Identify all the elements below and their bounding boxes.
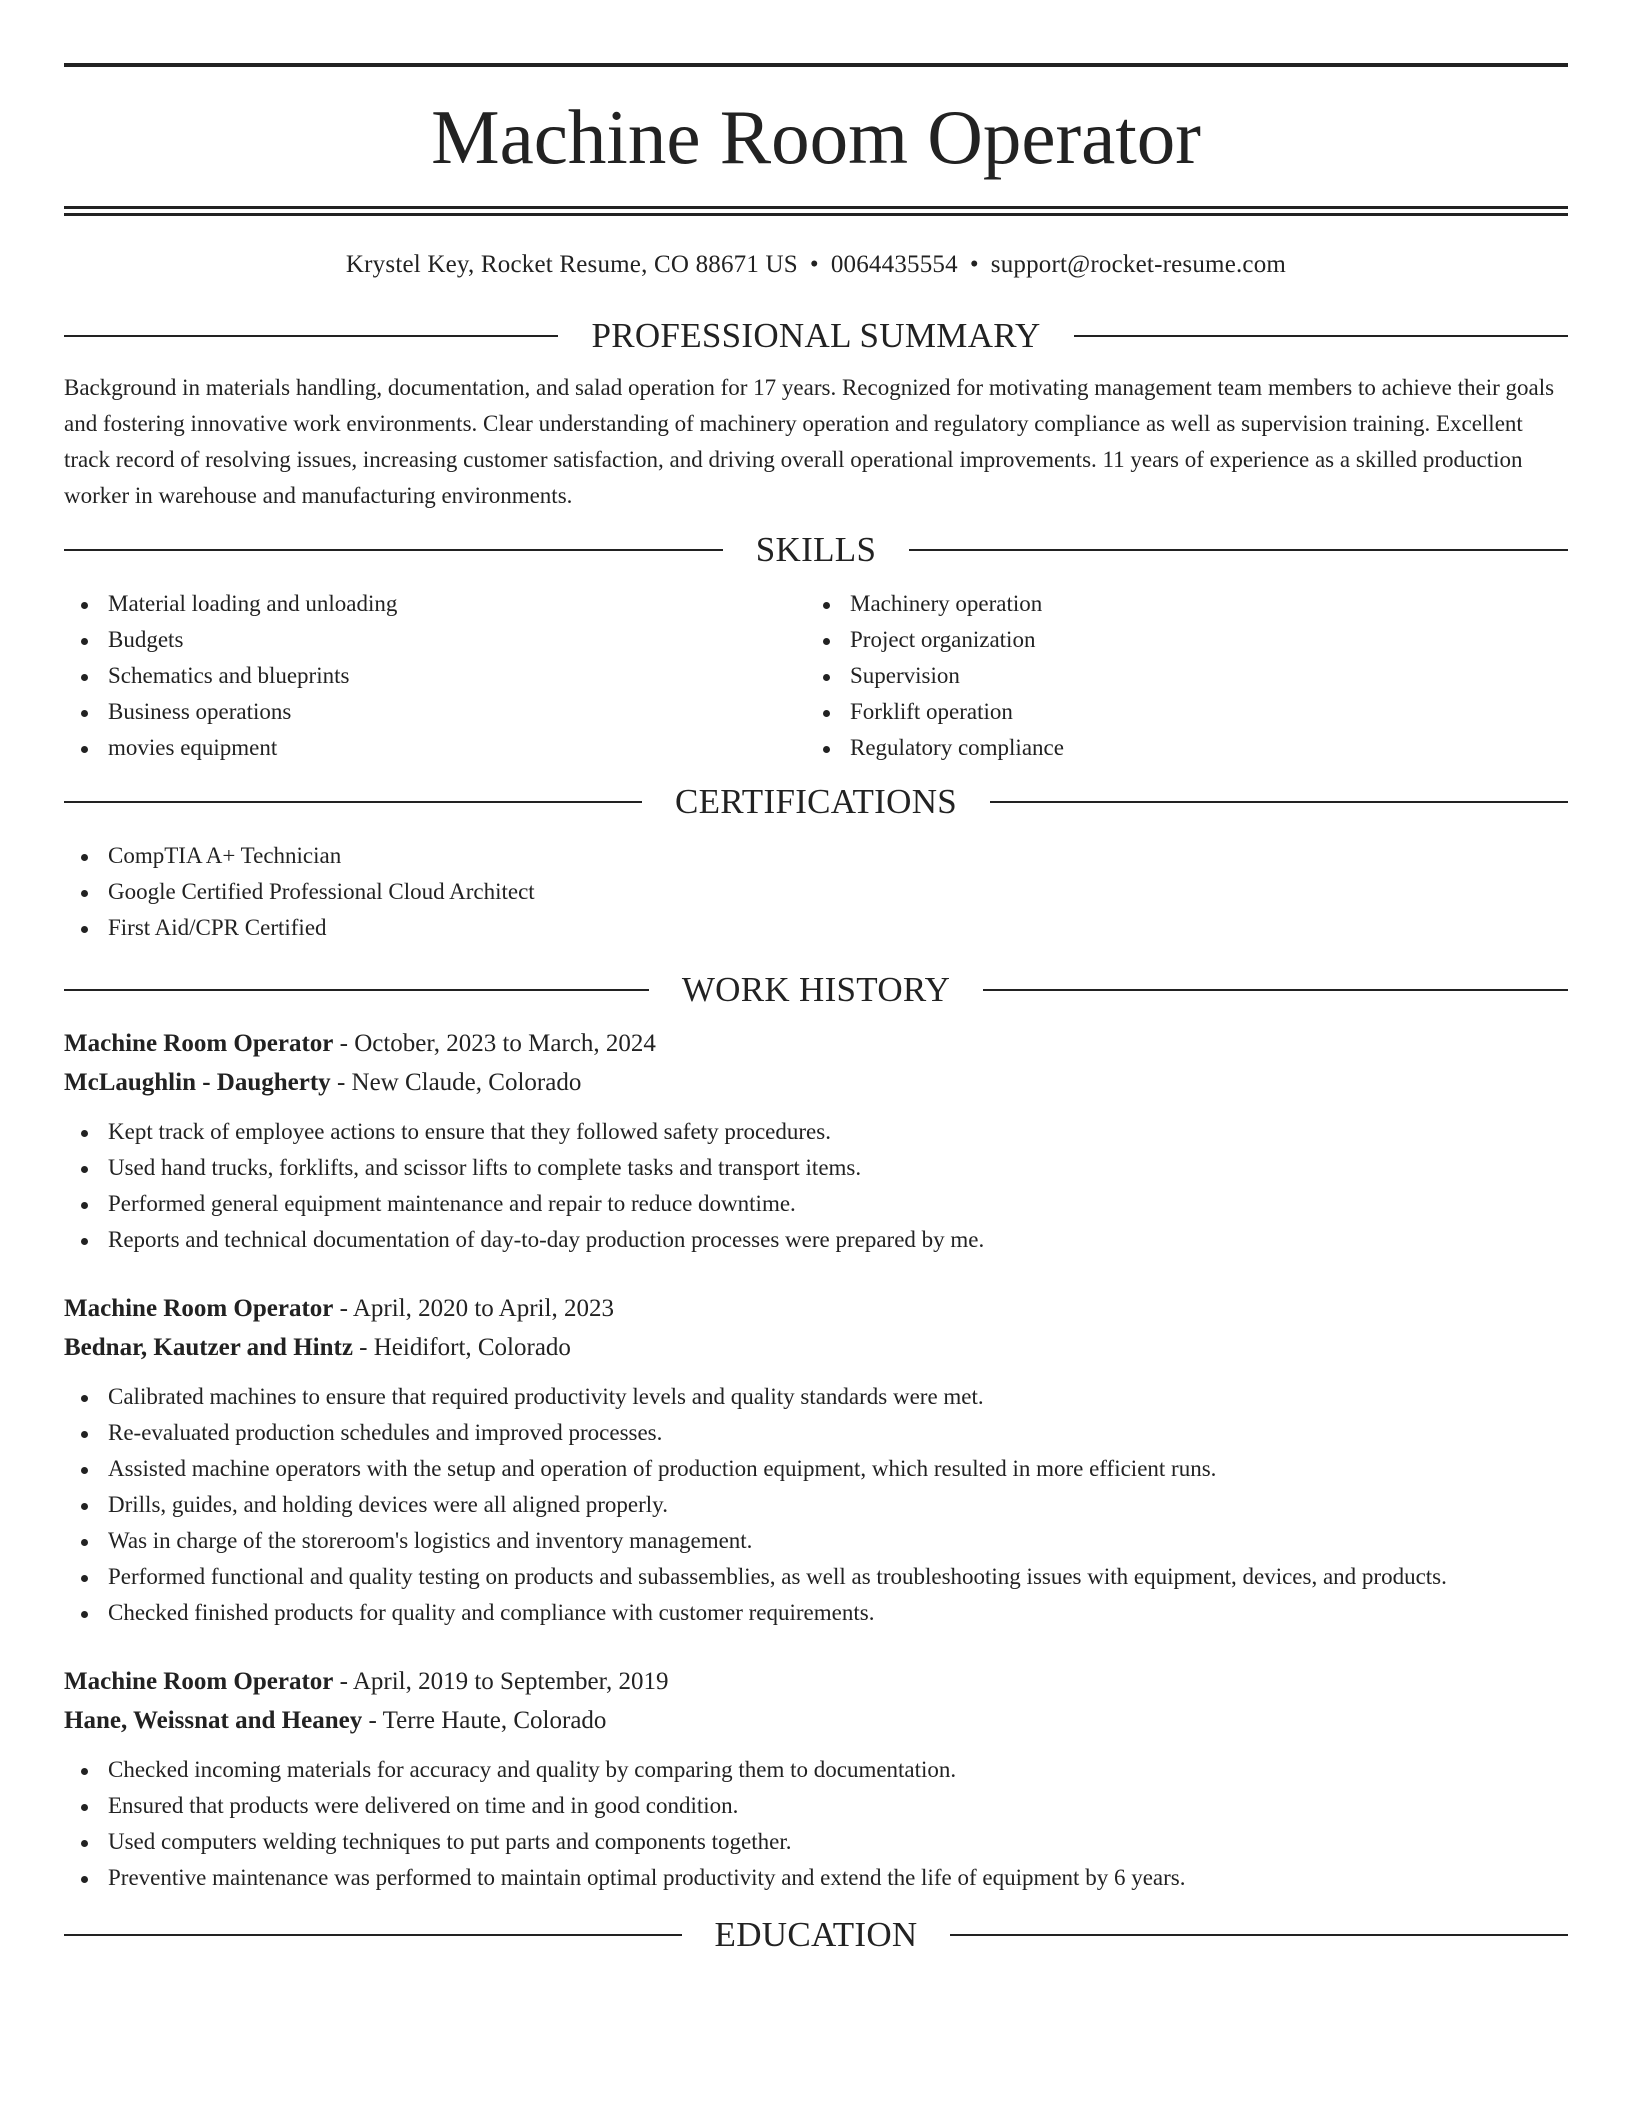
job-entry: [64, 1289, 1568, 1631]
skill-item: Budgets: [64, 622, 806, 658]
job-bullet: Used hand trucks, forklifts, and scissor lifts to complete tasks and transport items.: [64, 1150, 1568, 1186]
job-bullet: Used computers welding techniques to put parts and components together.: [64, 1824, 1568, 1860]
job-bullet: Ensured that products were delivered on time and in good condition.: [64, 1788, 1568, 1824]
divider-line: [64, 335, 558, 337]
divider-line: [64, 1934, 682, 1936]
job-title-line: [64, 1662, 1568, 1701]
job-company: Hane, Weissnat and Heaney: [64, 1707, 363, 1734]
contact-separator: •: [809, 251, 819, 278]
skill-item: Supervision: [806, 658, 1548, 694]
divider-line: [990, 801, 1568, 803]
job-bullet: Drills, guides, and holding devices were all aligned properly.: [64, 1487, 1568, 1523]
job-bullet: Calibrated machines to ensure that required productivity levels and quality standards were met.: [64, 1379, 1568, 1415]
job-title: Machine Room Operator: [64, 1668, 334, 1695]
job-bullet: Was in charge of the storeroom's logistics and inventory management.: [64, 1523, 1568, 1559]
job-location: - Terre Haute, Colorado: [362, 1707, 607, 1734]
job-company: McLaughlin - Daugherty: [64, 1069, 331, 1096]
top-rule: [64, 63, 1568, 67]
job-bullet: Performed general equipment maintenance and repair to reduce downtime.: [64, 1186, 1568, 1222]
skill-item: Forklift operation: [806, 694, 1548, 730]
skill-item: movies equipment: [64, 730, 806, 766]
skill-item: Schematics and blueprints: [64, 658, 806, 694]
job-bullet: Assisted machine operators with the setup and operation of production equipment, which resulted in more efficient runs.: [64, 1451, 1568, 1487]
certification-item: First Aid/CPR Certified: [64, 910, 1568, 946]
section-title: PROFESSIONAL SUMMARY: [591, 316, 1041, 355]
divider-line: [64, 989, 649, 991]
job-dates: - April, 2019 to September, 2019: [333, 1668, 669, 1695]
skills-grid: [64, 586, 1568, 766]
job-bullets: [64, 1114, 1568, 1258]
skill-item: Project organization: [806, 622, 1548, 658]
certification-item: CompTIA A+ Technician: [64, 838, 1568, 874]
job-title: Machine Room Operator: [64, 1030, 334, 1057]
contact-phone: 0064435554: [830, 251, 958, 278]
contact-email: support@rocket-resume.com: [990, 251, 1287, 278]
job-company-line: [64, 1328, 1568, 1367]
certification-item: Google Certified Professional Cloud Architect: [64, 874, 1568, 910]
job-dates: - April, 2020 to April, 2023: [333, 1295, 614, 1322]
job-title-line: [64, 1289, 1568, 1328]
divider-line: [64, 801, 642, 803]
divider-line: [909, 549, 1568, 551]
title-double-rule: [64, 206, 1568, 216]
skill-item: Regulatory compliance: [806, 730, 1548, 766]
divider-line: [64, 549, 723, 551]
resume-title: Machine Room Operator: [431, 94, 1201, 180]
job-entry: [64, 1662, 1568, 1896]
job-bullet: Re-evaluated production schedules and improved processes.: [64, 1415, 1568, 1451]
certifications-section-header: [64, 780, 1568, 824]
section-title: CERTIFICATIONS: [674, 782, 958, 821]
section-title: WORK HISTORY: [681, 970, 951, 1009]
job-title: Machine Room Operator: [64, 1295, 334, 1322]
skill-item: Machinery operation: [806, 586, 1548, 622]
section-title: SKILLS: [755, 530, 877, 569]
job-dates: - October, 2023 to March, 2024: [333, 1030, 656, 1057]
skills-list-right: [806, 586, 1548, 766]
job-location: - Heidifort, Colorado: [352, 1334, 571, 1361]
skills-section-header: [64, 528, 1568, 572]
job-bullet: Performed functional and quality testing on products and subassemblies, as well as troubleshooting issues with equipment, devices, and products.: [64, 1559, 1568, 1595]
work-section-header: [64, 968, 1568, 1012]
job-bullets: [64, 1379, 1568, 1631]
contact-address: Krystel Key, Rocket Resume, CO 88671 US: [345, 251, 798, 278]
education-section-header: [64, 1913, 1568, 1957]
job-bullet: Preventive maintenance was performed to maintain optimal productivity and extend the life of equipment by 6 years.: [64, 1860, 1568, 1896]
job-bullet: Reports and technical documentation of day-to-day production processes were prepared by me.: [64, 1222, 1568, 1258]
resume-page: [64, 0, 1568, 1957]
job-company: Bednar, Kautzer and Hintz: [64, 1334, 353, 1361]
job-bullet: Checked incoming materials for accuracy and quality by comparing them to documentation.: [64, 1752, 1568, 1788]
summary-section-header: [64, 314, 1568, 358]
job-entry: [64, 1024, 1568, 1258]
contact-line: [64, 250, 1568, 280]
section-title: EDUCATION: [714, 1915, 918, 1954]
job-bullet: Kept track of employee actions to ensure that they followed safety procedures.: [64, 1114, 1568, 1150]
job-company-line: [64, 1063, 1568, 1102]
job-bullet: Checked finished products for quality and compliance with customer requirements.: [64, 1595, 1568, 1631]
job-company-line: [64, 1701, 1568, 1740]
certifications-list: [64, 838, 1568, 946]
job-bullets: [64, 1752, 1568, 1896]
divider-line: [1074, 335, 1568, 337]
skill-item: Business operations: [64, 694, 806, 730]
contact-separator: •: [969, 251, 979, 278]
summary-text: Background in materials handling, documentation, and salad operation for 17 years. Recognized for motivating management team members to achieve their goals and fostering innovative work environments. Clear understanding of machinery operation and regulatory compliance as well as supervision training. Excellent track record of resolving issues, increasing customer satisfaction, and driving overall operational improvements. 11 years of experience as a skilled production worker in warehouse and manufacturing environments.: [64, 375, 1555, 508]
skills-list-left: [64, 586, 806, 766]
divider-line: [983, 989, 1568, 991]
skill-item: Material loading and unloading: [64, 586, 806, 622]
job-title-line: [64, 1024, 1568, 1063]
divider-line: [950, 1934, 1568, 1936]
job-location: - New Claude, Colorado: [330, 1069, 582, 1096]
